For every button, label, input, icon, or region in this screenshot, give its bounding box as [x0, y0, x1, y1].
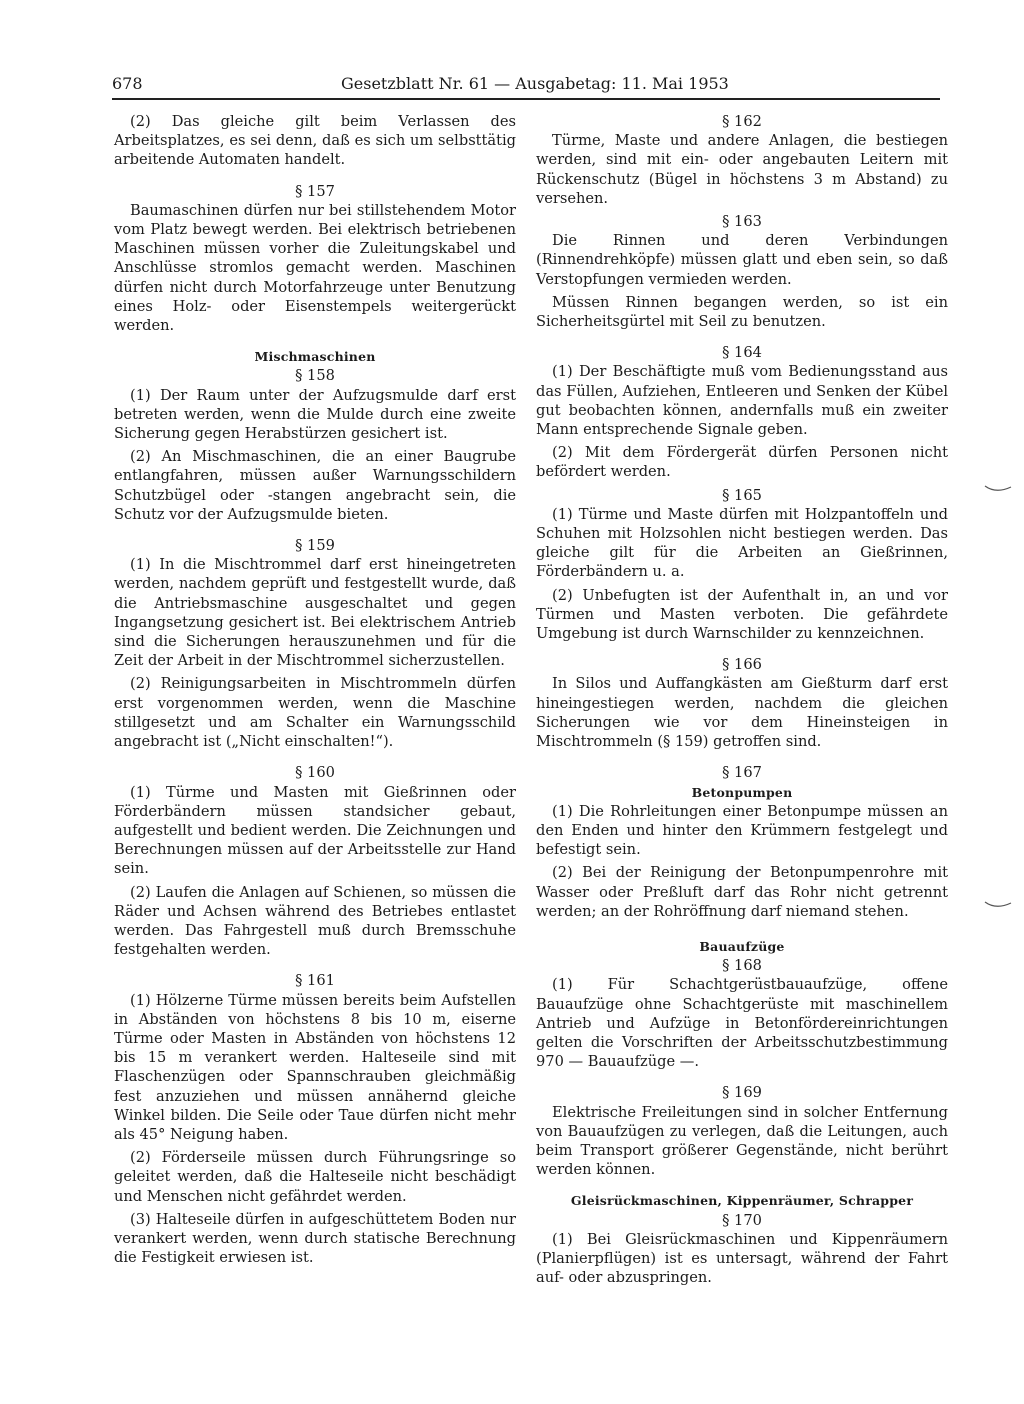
section-166-heading: § 166	[722, 656, 762, 674]
paragraph-160-1: (1) Türme und Masten mit Gießrinnen oder Förderbändern müssen standsicher gebaut, aufgestellt und bedient werden. Die Zeichnungen und Berechnungen müssen auf der Arbeitsstelle zur Hand sein.	[114, 783, 516, 878]
paragraph-156-2: (2) Das gleiche gilt beim Verlassen des Arbeitsplatzes, es sei denn, daß es sich um selbsttätig arbeitende Automaten handelt.	[114, 113, 516, 169]
margin-pencil-mark	[984, 484, 1012, 494]
paragraph-164-2: (2) Mit dem Fördergerät dürfen Personen nicht befördert werden.	[536, 444, 948, 481]
page-number: 678	[112, 74, 143, 93]
subheading-mischmaschinen: Mischmaschinen	[254, 349, 376, 365]
section-162-heading: § 162	[722, 113, 762, 130]
subheading-bauaufzuege: Bauaufzüge	[699, 938, 785, 954]
section-168-heading: § 168	[722, 957, 762, 975]
paragraph-160-2: (2) Laufen die Anlagen auf Schienen, so müssen die Räder und Achsen während des Betriebes entlastet werden. Das Fahrgestell muß durch Bremsschuhe festgehalten werden.	[114, 883, 516, 959]
page-header	[112, 74, 940, 100]
section-159-heading: § 159	[295, 537, 335, 555]
margin-pencil-mark	[984, 900, 1012, 910]
section-165-heading: § 165	[722, 486, 762, 504]
paragraph-161-1: (1) Hölzerne Türme müssen bereits beim Aufstellen in Abständen von höchstens 8 bis 10 m, eiserne Türme oder Masten in Abständen von höchstens 12 bis 15 m verankert werden. Halteseile sind mit Flaschenzügen oder Spannschrauben gleichmäßig fest anzuziehen und müssen annähernd gleiche Winkel bilden. Die Seile oder Taue dürfen nicht mehr als 45° Neigung haben.	[114, 991, 516, 1143]
section-164-heading: § 164	[722, 344, 762, 362]
subheading-gleisrueckmaschinen: Gleisrückmaschinen, Kippenräumer, Schrapper	[570, 1193, 914, 1209]
left-column	[114, 112, 516, 1271]
paragraph-161-3: (3) Halteseile dürfen in aufgeschüttetem Boden nur verankert werden, wenn durch statische Berechnung die Festigkeit erwiesen ist.	[114, 1210, 516, 1267]
subheading-betonpumpen: Betonpumpen	[691, 784, 793, 800]
section-163-heading: § 163	[722, 213, 762, 231]
paragraph-166: In Silos und Auffangkästen am Gießturm darf erst hineingestiegen werden, nachdem die gleichen Sicherungen wie vor dem Hineinsteigen in Mischtrommeln (§ 159) getroffen sind.	[536, 675, 948, 751]
paragraph-170: (1) Bei Gleisrückmaschinen und Kippenräumern (Planierpflügen) ist es untersagt, während der Fahrt auf- oder abzuspringen.	[536, 1230, 948, 1287]
paragraph-164-1: (1) Der Beschäftigte muß vom Bedienungsstand aus das Füllen, Aufziehen, Entleeren und Senken der Kübel gut beobachten können, andernfalls muß ein zweiter Mann entsprechende Signale geben.	[536, 363, 948, 439]
paragraph-163-2: Müssen Rinnen begangen werden, so ist ein Sicherheitsgürtel mit Seil zu benutzen.	[536, 293, 948, 331]
section-158-heading: § 158	[295, 367, 335, 385]
paragraph-158-2: (2) An Mischmaschinen, die an einer Baugrube entlangfahren, müssen außer Warnungsschildern Schutzbügel oder -stangen angebracht sein, die Schutz vor der Aufzugsmulde bieten.	[114, 448, 516, 523]
section-161-heading: § 161	[295, 972, 335, 990]
section-170-heading: § 170	[722, 1211, 762, 1229]
paragraph-165-1: (1) Türme und Maste dürfen mit Holzpantoffeln und Schuhen mit Holzsohlen nicht bestiegen werden. Das gleiche gilt für die Arbeiten an Gießrinnen, Förderbändern u. a.	[536, 505, 948, 581]
paragraph-159-1: (1) In die Mischtrommel darf erst hineingetreten werden, nachdem geprüft und festgestellt wurde, daß die Antriebsmaschine ausgeschaltet und gegen Ingangsetzung gesichert ist. Bei elektrischem Antrieb sind die Sicherungen herauszunehmen und für die Zeit der Arbeit in der Mischtrommel sicherzustellen.	[114, 556, 516, 670]
section-157-heading: § 157	[295, 182, 335, 200]
paragraph-167-2: (2) Bei der Reinigung der Betonpumpenrohre mit Wasser oder Preßluft darf das Rohr nicht getrennt werden; an der Rohröffnung darf niemand stehen.	[536, 864, 948, 920]
section-160-heading: § 160	[295, 764, 335, 782]
right-column	[536, 112, 948, 1291]
paragraph-167-1: (1) Die Rohrleitungen einer Betonpumpe müssen an den Enden und hinter den Krümmern festgelegt und befestigt sein.	[536, 802, 948, 859]
paragraph-169: Elektrische Freileitungen sind in solcher Entfernung von Bauaufzügen zu verlegen, daß die Leitungen, auch beim Transport größerer Gegenstände, nicht berührt werden können.	[536, 1103, 948, 1179]
gazette-header-title: Gesetzblatt Nr. 61 — Ausgabetag: 11. Mai 1953	[341, 74, 729, 93]
paragraph-157: Baumaschinen dürfen nur bei stillstehendem Motor vom Platz bewegt werden. Bei elektrisch betriebenen Maschinen müssen vorher die Zuleitungskabel und Anschlüsse stromlos gemacht werden. Maschinen dürfen nicht durch Motorfahrzeuge unter Benutzung eines Holz- oder Eisenstempels weitergerückt werden.	[114, 201, 516, 335]
paragraph-168: (1) Für Schachtgerüstbauaufzüge, offene Bauaufzüge ohne Schachtgerüste mit maschinellem Antrieb und Aufzüge in Betonfördereinrichtungen gelten die Vorschriften der Arbeitsschutzbestimmung 970 — Bauaufzüge —.	[536, 976, 948, 1071]
section-167-heading: § 167	[722, 764, 762, 782]
paragraph-161-2: (2) Förderseile müssen durch Führungsringe so geleitet werden, daß die Halteseile nicht beschädigt und Menschen nicht gefährdet werden.	[114, 1149, 516, 1205]
section-169-heading: § 169	[722, 1084, 762, 1102]
paragraph-159-2: (2) Reinigungsarbeiten in Mischtrommeln dürfen erst vorgenommen werden, wenn die Maschine stillgesetzt und am Schalter ein Warnungsschild angebracht ist („Nicht einschalten!“).	[114, 675, 516, 751]
paragraph-163-1: Die Rinnen und deren Verbindungen (Rinnendrehköpfe) müssen glatt und eben sein, so daß Verstopfungen vermieden werden.	[536, 232, 948, 288]
paragraph-158-1: (1) Der Raum unter der Aufzugsmulde darf erst betreten werden, wenn die Mulde durch eine zweite Sicherung gegen Herabstürzen gesichert ist.	[114, 386, 516, 443]
paragraph-162: Türme, Maste und andere Anlagen, die bestiegen werden, sind mit ein- oder angebauten Leitern mit Rückenschutz (Bügel in höchstens 3 m Abstand) zu versehen.	[536, 132, 948, 207]
paragraph-165-2: (2) Unbefugten ist der Aufenthalt in, an und vor Türmen und Masten verboten. Die gefährdete Umgebung ist durch Warnschilder zu kennzeichnen.	[536, 586, 948, 643]
